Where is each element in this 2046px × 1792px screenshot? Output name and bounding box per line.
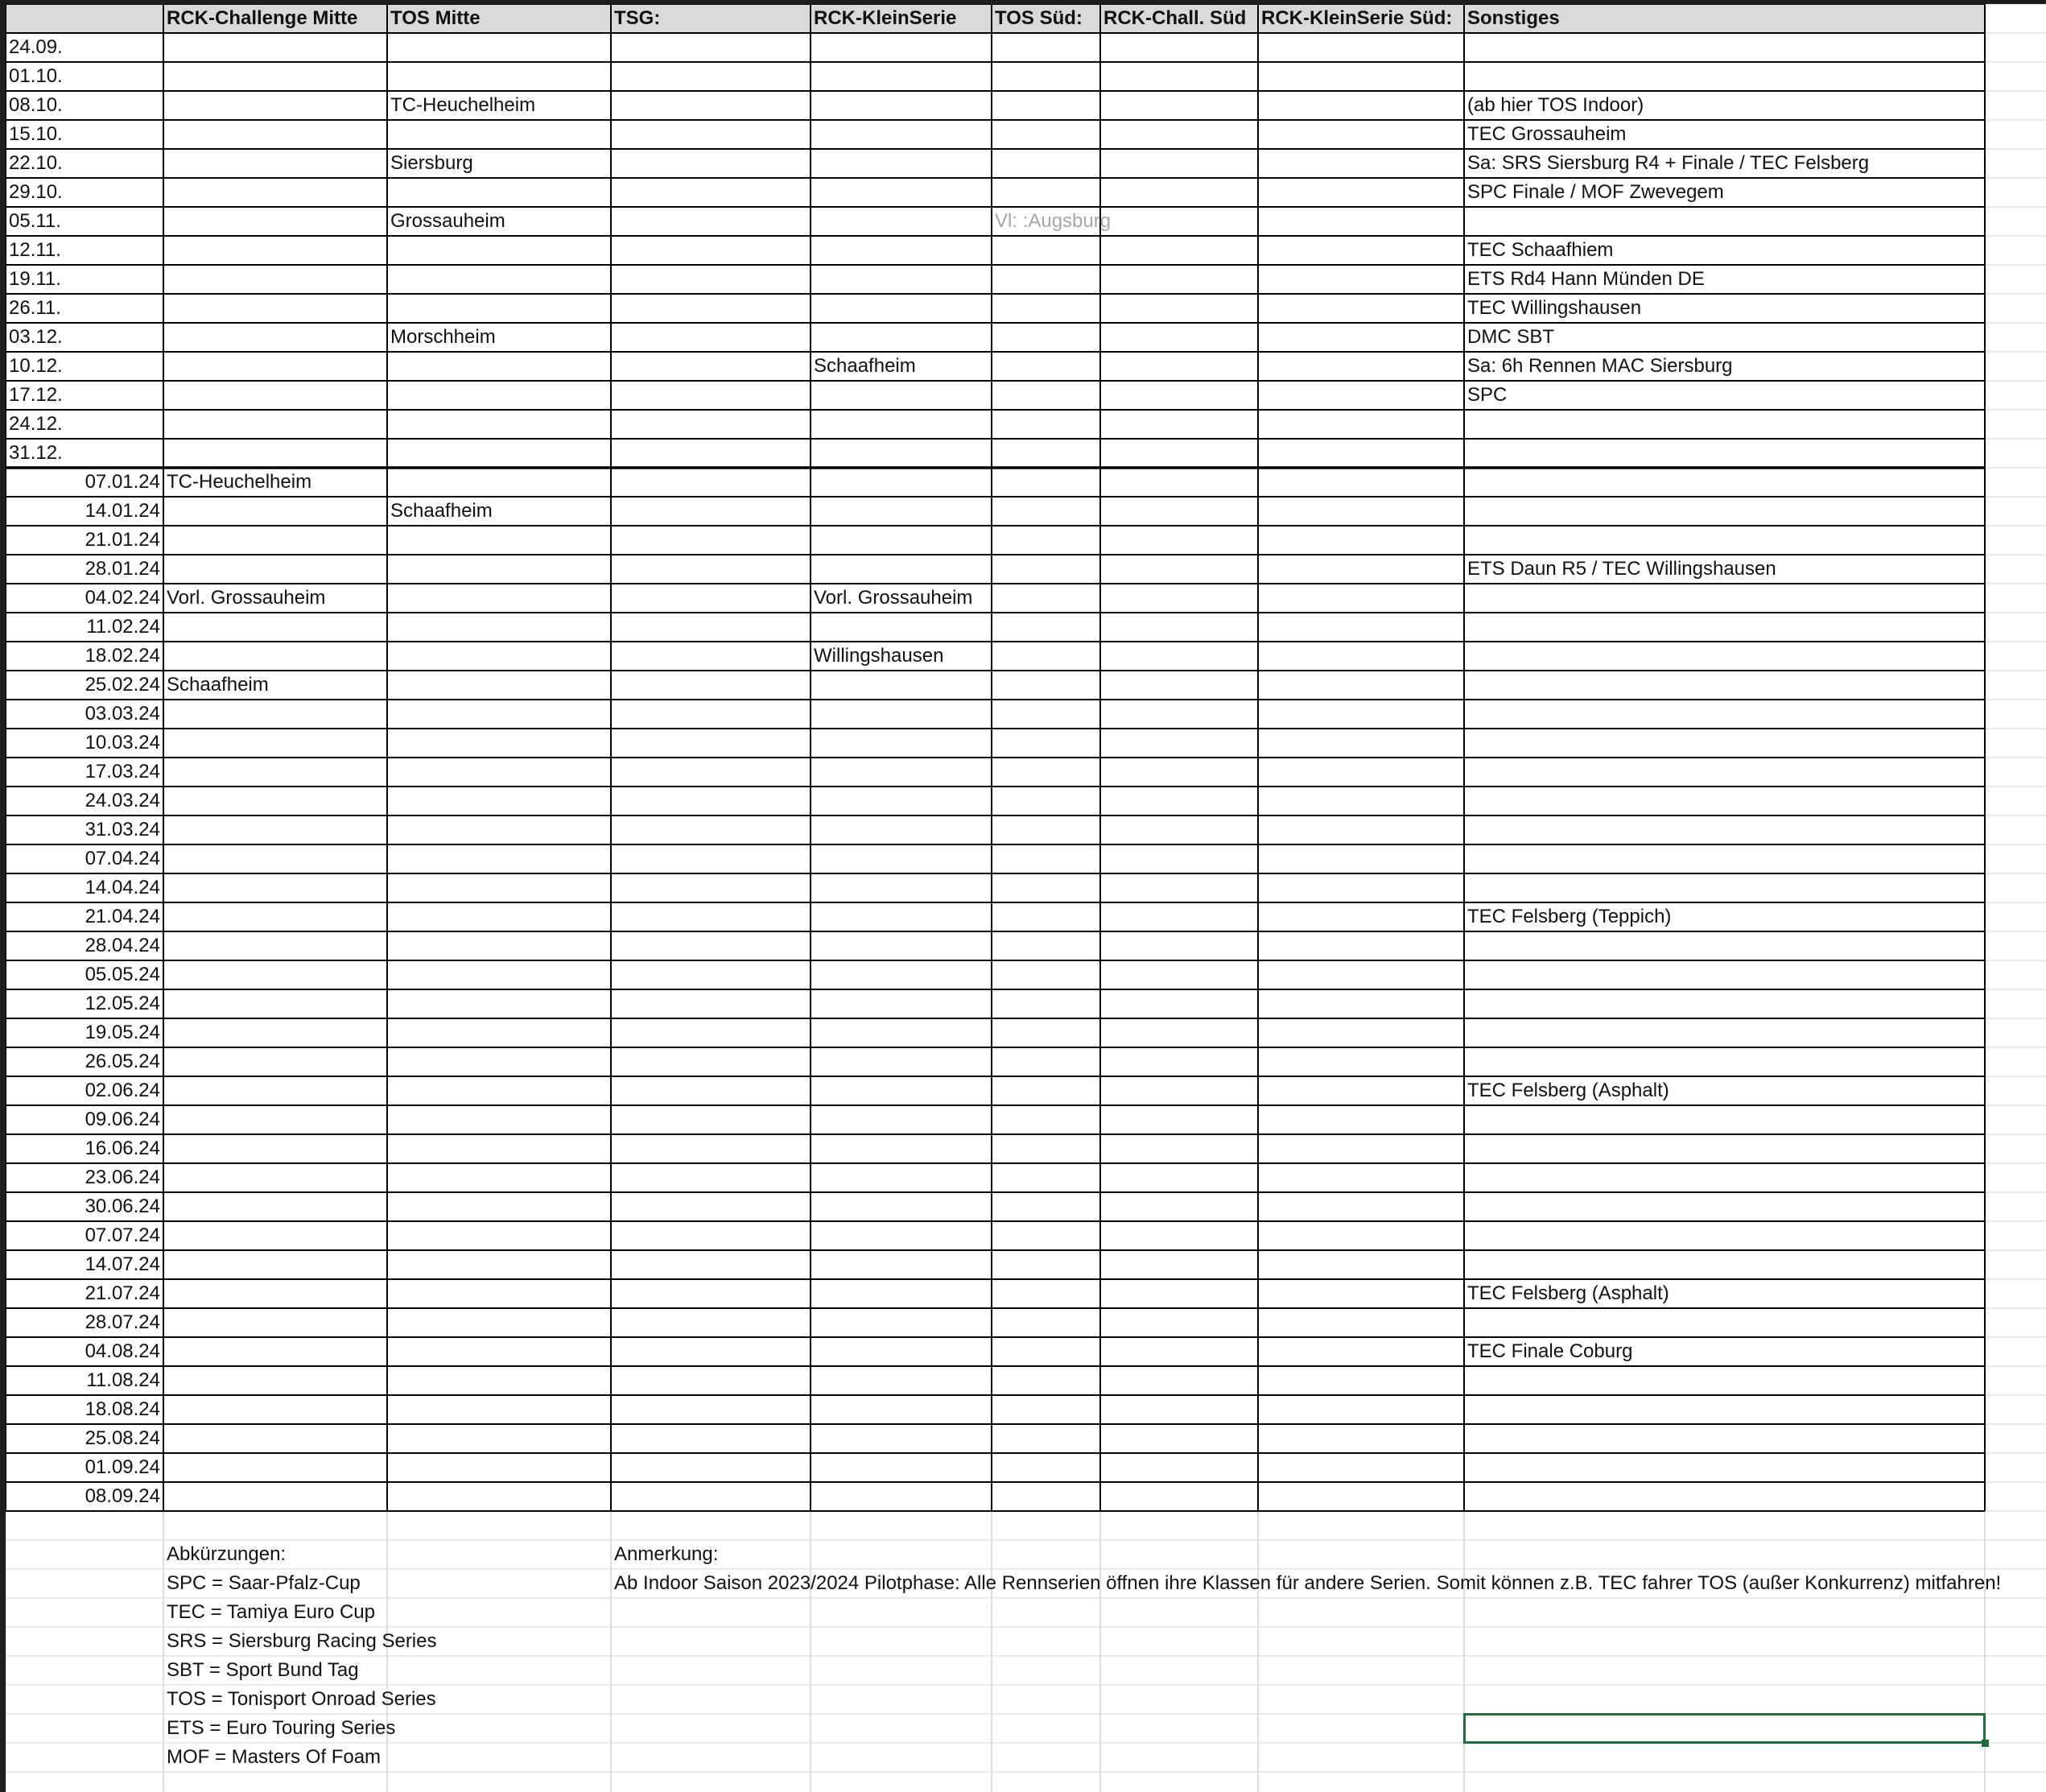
date-cell[interactable]: 03.03.24: [85, 703, 160, 725]
date-cell[interactable]: 23.06.24: [85, 1166, 160, 1188]
date-cell[interactable]: 25.08.24: [85, 1427, 160, 1449]
event-cell[interactable]: Grossauheim: [390, 210, 505, 232]
note-title[interactable]: Anmerkung:: [614, 1543, 719, 1565]
date-cell[interactable]: 14.01.24: [85, 500, 160, 522]
date-cell[interactable]: 18.08.24: [85, 1398, 160, 1420]
event-cell[interactable]: Willingshausen: [814, 645, 944, 667]
date-cell[interactable]: 16.06.24: [85, 1138, 160, 1159]
date-cell[interactable]: 22.10.: [9, 152, 63, 174]
date-cell[interactable]: 08.09.24: [85, 1485, 160, 1507]
date-cell[interactable]: 18.02.24: [85, 645, 160, 667]
event-cell[interactable]: Vorl. Grossauheim: [167, 587, 326, 609]
event-cell[interactable]: TEC Finale Coburg: [1467, 1340, 1633, 1362]
event-cell[interactable]: ETS Rd4 Hann Münden DE: [1467, 268, 1705, 290]
date-cell[interactable]: 11.08.24: [86, 1369, 160, 1391]
date-cell[interactable]: 24.09.: [9, 36, 63, 58]
column-header[interactable]: TOS Süd:: [995, 7, 1083, 29]
date-cell[interactable]: 21.07.24: [85, 1282, 160, 1304]
date-cell[interactable]: 14.04.24: [85, 877, 160, 898]
date-cell[interactable]: 07.07.24: [85, 1224, 160, 1246]
date-cell[interactable]: 24.03.24: [85, 790, 160, 811]
note-text[interactable]: Ab Indoor Saison 2023/2024 Pilotphase: Alle Rennserien öffnen ihre Klassen für andere Serien. Somit können z.B. TEC fahrer TOS (außer Konkurrenz) mitfahren!: [614, 1572, 2002, 1594]
column-header[interactable]: Sonstiges: [1467, 7, 1560, 29]
event-cell[interactable]: ETS Daun R5 / TEC Willingshausen: [1467, 558, 1776, 580]
column-header[interactable]: RCK-KleinSerie: [814, 7, 957, 29]
column-header[interactable]: TSG:: [614, 7, 661, 29]
event-cell[interactable]: SPC: [1467, 384, 1508, 406]
column-header[interactable]: TOS Mitte: [390, 7, 481, 29]
event-cell[interactable]: Sa: 6h Rennen MAC Siersburg: [1467, 355, 1733, 377]
event-cell[interactable]: Morschheim: [390, 326, 496, 348]
abbreviation-item[interactable]: SBT = Sport Bund Tag: [167, 1659, 359, 1681]
column-header[interactable]: RCK-Chall. Süd: [1103, 7, 1247, 29]
abbreviation-item[interactable]: TEC = Tamiya Euro Cup: [167, 1601, 375, 1623]
event-cell[interactable]: TC-Heuchelheim: [167, 471, 312, 493]
column-header[interactable]: RCK-KleinSerie Süd:: [1261, 7, 1453, 29]
date-cell[interactable]: 21.01.24: [85, 529, 160, 551]
date-cell[interactable]: 30.06.24: [85, 1195, 160, 1217]
date-cell[interactable]: 28.04.24: [85, 935, 160, 956]
date-cell[interactable]: 12.11.: [9, 239, 61, 261]
date-cell[interactable]: 11.02.24: [86, 616, 160, 638]
date-cell[interactable]: 31.12.: [9, 442, 63, 464]
date-cell[interactable]: 31.03.24: [85, 819, 160, 840]
date-cell[interactable]: 05.05.24: [85, 964, 160, 985]
event-cell[interactable]: Siersburg: [390, 152, 473, 174]
date-cell[interactable]: 01.10.: [9, 65, 63, 87]
date-cell[interactable]: 10.12.: [9, 355, 63, 377]
event-cell[interactable]: Schaafheim: [814, 355, 916, 377]
date-cell[interactable]: 19.05.24: [85, 1022, 160, 1043]
date-cell[interactable]: 10.03.24: [85, 732, 160, 754]
event-cell[interactable]: TEC Felsberg (Teppich): [1467, 906, 1672, 927]
abbreviation-item[interactable]: SRS = Siersburg Racing Series: [167, 1630, 437, 1652]
event-cell[interactable]: Vl: :Augsburg: [995, 210, 1112, 232]
column-header[interactable]: RCK-Challenge Mitte: [167, 7, 358, 29]
date-cell[interactable]: 29.10.: [9, 181, 63, 203]
event-cell[interactable]: TEC Schaafhiem: [1467, 239, 1614, 261]
event-cell[interactable]: SPC Finale / MOF Zwevegem: [1467, 181, 1724, 203]
event-cell[interactable]: Schaafheim: [390, 500, 493, 522]
date-cell[interactable]: 25.02.24: [85, 674, 160, 696]
date-cell[interactable]: 17.03.24: [85, 761, 160, 782]
event-cell[interactable]: (ab hier TOS Indoor): [1467, 94, 1644, 116]
date-cell[interactable]: 07.01.24: [85, 471, 160, 493]
date-cell[interactable]: 28.07.24: [85, 1311, 160, 1333]
date-cell[interactable]: 15.10.: [9, 123, 63, 145]
date-cell[interactable]: 12.05.24: [85, 993, 160, 1014]
event-cell[interactable]: TC-Heuchelheim: [390, 94, 536, 116]
date-cell[interactable]: 17.12.: [9, 384, 63, 406]
event-cell[interactable]: TEC Grossauheim: [1467, 123, 1627, 145]
abbreviation-item[interactable]: TOS = Tonisport Onroad Series: [167, 1688, 436, 1710]
date-cell[interactable]: 05.11.: [9, 210, 61, 232]
date-cell[interactable]: 08.10.: [9, 94, 63, 116]
event-cell[interactable]: DMC SBT: [1467, 326, 1554, 348]
date-cell[interactable]: 19.11.: [9, 268, 61, 290]
row-header-edge: [0, 0, 6, 1792]
date-cell[interactable]: 26.05.24: [85, 1051, 160, 1072]
abbreviation-item[interactable]: SPC = Saar-Pfalz-Cup: [167, 1572, 361, 1594]
date-cell[interactable]: 04.02.24: [85, 587, 160, 609]
date-cell[interactable]: 21.04.24: [85, 906, 160, 927]
date-cell[interactable]: 24.12.: [9, 413, 63, 435]
date-cell[interactable]: 01.09.24: [85, 1456, 160, 1478]
date-cell[interactable]: 07.04.24: [85, 848, 160, 869]
date-cell[interactable]: 28.01.24: [85, 558, 160, 580]
date-cell[interactable]: 04.08.24: [85, 1340, 160, 1362]
date-cell[interactable]: 03.12.: [9, 326, 63, 348]
event-cell[interactable]: Vorl. Grossauheim: [814, 587, 973, 609]
date-cell[interactable]: 26.11.: [9, 297, 61, 319]
event-cell[interactable]: TEC Felsberg (Asphalt): [1467, 1080, 1669, 1101]
event-cell[interactable]: Schaafheim: [167, 674, 269, 696]
date-cell[interactable]: 02.06.24: [85, 1080, 160, 1101]
event-cell[interactable]: TEC Felsberg (Asphalt): [1467, 1282, 1669, 1304]
abbreviations-title[interactable]: Abkürzungen:: [167, 1543, 287, 1565]
abbreviation-item[interactable]: ETS = Euro Touring Series: [167, 1717, 396, 1739]
selected-cell[interactable]: [1463, 1713, 1986, 1744]
abbreviation-item[interactable]: MOF = Masters Of Foam: [167, 1746, 382, 1768]
date-cell[interactable]: 14.07.24: [85, 1253, 160, 1275]
fill-handle[interactable]: [1982, 1740, 1989, 1747]
date-cell[interactable]: 09.06.24: [85, 1109, 160, 1130]
event-cell[interactable]: Sa: SRS Siersburg R4 + Finale / TEC Felsberg: [1467, 152, 1870, 174]
event-cell[interactable]: TEC Willingshausen: [1467, 297, 1642, 319]
